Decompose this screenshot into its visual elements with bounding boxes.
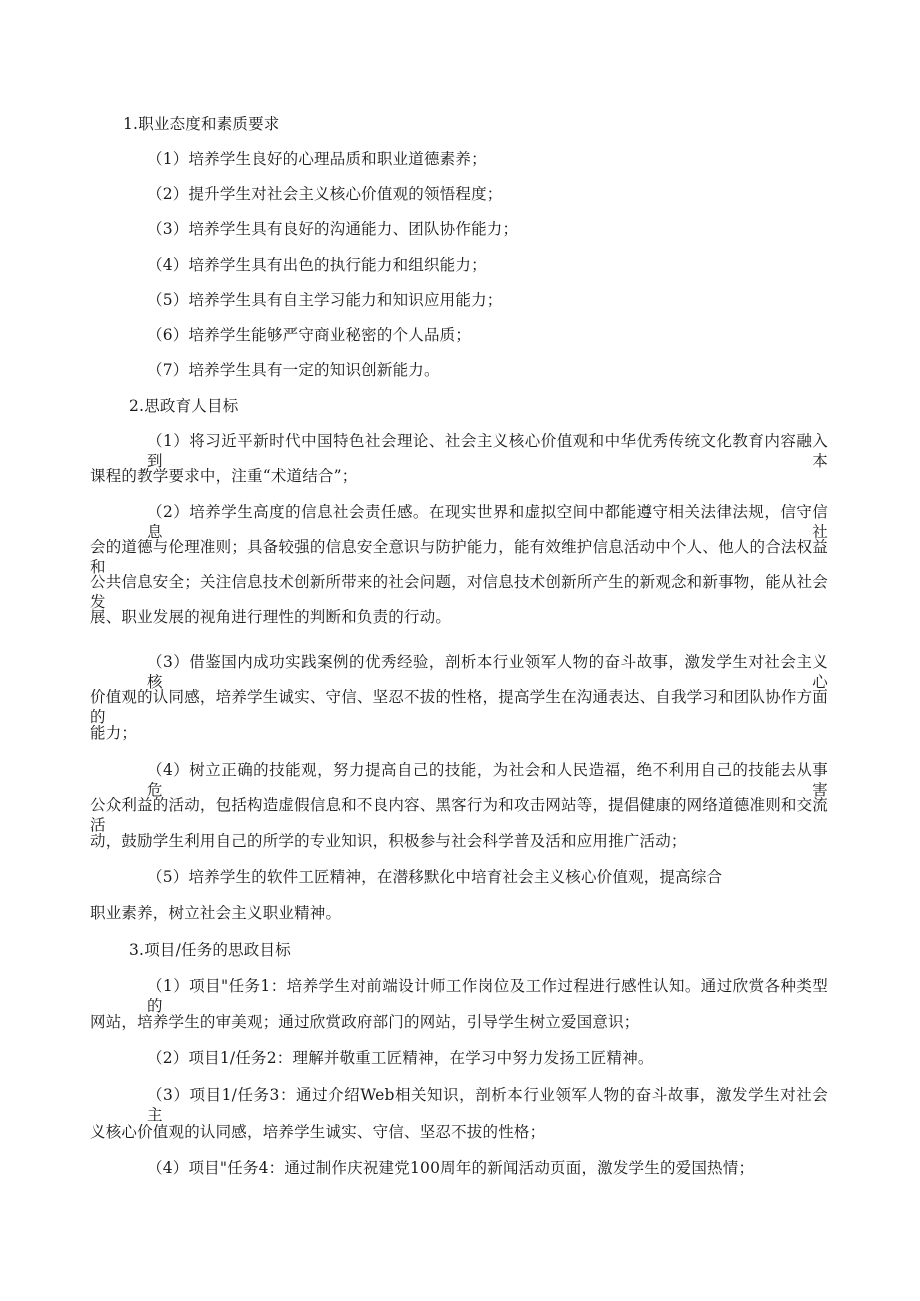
paragraph-line: （4）项目"任务4：通过制作庆祝建党100周年的新闻活动页面，激发学生的爱国热情； [147, 1159, 755, 1177]
paragraph-line: （1）将习近平新时代中国特色社会理论、社会主义核心价值观和中华优秀传统文化教育内容融入到本 [147, 432, 828, 470]
paragraph-line: （2）项目1/任务2：理解并敬重工匠精神，在学习中努力发扬工匠精神。 [147, 1049, 654, 1067]
section-heading-1: 1.职业态度和素质要求 [123, 115, 280, 133]
section-heading-2: 2.思政育人目标 [129, 397, 239, 415]
paragraph-line: 公众利益的活动，包括构造虚假信息和不良内容、黑客行为和攻击网站等，提倡健康的网络道德准则和交流活 [90, 796, 828, 834]
section-heading-3: 3.项目/任务的思政目标 [129, 941, 291, 959]
paragraph-line: 会的道德与伦理准则；具备较强的信息安全意识与防护能力，能有效维护信息活动中个人、他人的合法权益和 [90, 538, 828, 576]
paragraph-line: 价值观的认同感，培养学生诚实、守信、坚忍不拔的性格，提高学生在沟通表达、自我学习和团队协作方面的 [90, 688, 828, 726]
paragraph-line: （3）项目1/任务3：通过介绍Web相关知识，剖析本行业领军人物的奋斗故事，激发学生对社会主 [147, 1086, 828, 1124]
list-item: （4）培养学生具有出色的执行能力和组织能力； [147, 256, 487, 274]
paragraph-line: （1）项目"任务1：培养学生对前端设计师工作岗位及工作过程进行感性认知。通过欣赏各种类型的 [147, 977, 828, 1015]
list-item: （3）培养学生具有良好的沟通能力、团队协作能力； [147, 220, 519, 238]
paragraph-line: 课程的教学要求中，注重“术道结合”； [90, 467, 358, 485]
list-item: （1）培养学生良好的心理品质和职业道德素养； [147, 150, 487, 168]
paragraph-line: （3）借鉴国内成功实践案例的优秀经验，剖析本行业领军人物的奋斗故事，激发学生对社会主义核心 [147, 653, 828, 691]
paragraph-line: 义核心价值观的认同感，培养学生诚实、守信、坚忍不拔的性格； [90, 1123, 546, 1141]
paragraph-line: （4）树立正确的技能观，努力提高自己的技能，为社会和人民造福，绝不利用自己的技能去从事危害 [147, 761, 828, 799]
paragraph-line: （5）培养学生的软件工匠精神，在潜移默化中培育社会主义核心价值观，提高综合 [147, 868, 723, 886]
paragraph-line: 职业素养，树立社会主义职业精神。 [90, 904, 342, 922]
list-item: （6）培养学生能够严守商业秘密的个人品质； [147, 326, 472, 344]
paragraph-line: 动，鼓励学生利用自己的所学的专业知识，积极参与社会科学普及活和应用推广活动； [90, 832, 687, 850]
paragraph-line: （2）培养学生高度的信息社会责任感。在现实世界和虚拟空间中都能遵守相关法律法规，信守信息社 [147, 503, 828, 541]
list-item: （5）培养学生具有自主学习能力和知识应用能力； [147, 291, 503, 309]
paragraph-line: 展、职业发展的视角进行理性的判断和负责的行动。 [90, 608, 452, 626]
paragraph-line: 能力； [90, 724, 138, 742]
list-item: （2）提升学生对社会主义核心价值观的领悟程度； [147, 185, 503, 203]
paragraph-line: 公共信息安全；关注信息技术创新所带来的社会问题，对信息技术创新所产生的新观念和新事物，能从社会发 [90, 573, 828, 611]
list-item: （7）培养学生具有一定的知识创新能力。 [147, 361, 440, 379]
paragraph-line: 网站，培养学生的审美观；通过欣赏政府部门的网站，引导学生树立爱国意识； [90, 1013, 640, 1031]
